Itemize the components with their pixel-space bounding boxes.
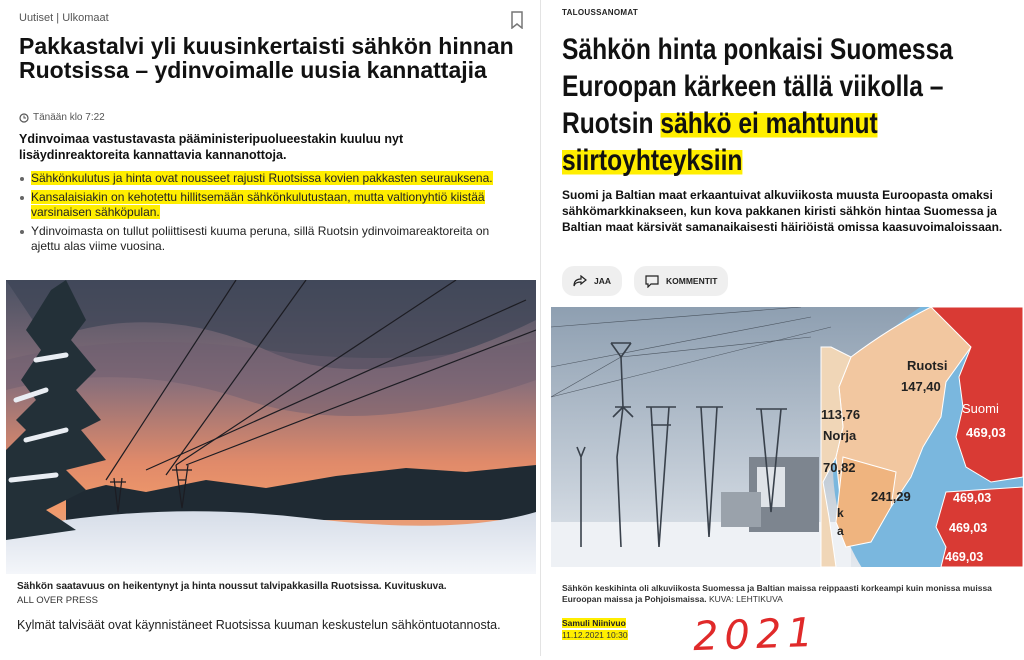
- map-edge-letter: k: [837, 506, 844, 520]
- photo-caption: [562, 583, 1012, 605]
- map-value-baltic-2: 469,03: [949, 521, 988, 535]
- summary-item-text: Kansalaisiakin on kehotettu hillitsemään sähkönkulutustaan, mutta valtionyhtiö kiistää varsinaisen sähköpulan.: [31, 189, 485, 219]
- summary-item: [19, 190, 514, 221]
- lead-paragraph: Suomi ja Baltian maat erkaantuivat alkuviikosta muusta Euroopasta omaksi sähkömarkkinakseen, kun kova pakkanen kiristi sähkön hintaa Suomessa ja Baltian maat kärsivät samanaikaisesti häiriöistä omissa kaasuvoimaloissaan.: [562, 188, 1003, 234]
- right-article: [549, 0, 1023, 656]
- comments-label: KOMMENTIT: [666, 276, 718, 286]
- publish-time-label: Tänään klo 7:22: [33, 112, 105, 123]
- title-part: Sähkön hinta ponkaisi Suomessa Euroopan kärkeen tällä viikolla – Ruotsin: [562, 33, 953, 140]
- section-label[interactable]: TALOUSSANOMAT: [562, 8, 639, 17]
- handwritten-year-annotation: 2021: [692, 609, 820, 660]
- photo-credit: KUVA: LEHTIKUVA: [708, 594, 783, 604]
- summary-item: [19, 224, 514, 255]
- page-title: [562, 31, 1013, 179]
- map-value-baltic-1: 469,03: [953, 491, 992, 505]
- share-label: JAA: [594, 276, 612, 286]
- summary-item-text: Ydinvoimasta on tullut poliittisesti kuuma peruna, sillä Ruotsin ydinvoimareaktoreita on ajettu alas viime vuosina.: [31, 223, 490, 253]
- bookmark-icon[interactable]: [510, 11, 524, 29]
- share-icon: [573, 275, 587, 287]
- publish-date: [562, 630, 628, 640]
- map-edge-letter: a: [837, 524, 844, 538]
- map-value-south-norway: 70,82: [823, 460, 856, 475]
- author-name[interactable]: [562, 618, 626, 628]
- photo-caption: Sähkön saatavuus on heikentynyt ja hinta noussut talvipakkasilla Ruotsissa. Kuvituskuva.: [17, 581, 447, 592]
- title-highlight: sähkö ei mahtunut siirtoyhteyksiin: [562, 107, 878, 177]
- map-value-baltic-3: 469,03: [945, 550, 984, 564]
- body-paragraph: Kylmät talvisäät ovat käynnistäneet Ruotsissa kuuman keskustelun sähköntuotannosta.: [17, 618, 501, 632]
- article-photo[interactable]: [6, 280, 536, 574]
- left-article: [6, 0, 541, 656]
- summary-list: [19, 171, 514, 258]
- map-value-suomi: 469,03: [966, 425, 1006, 440]
- share-button[interactable]: [562, 266, 622, 296]
- breadcrumb[interactable]: Uutiset | Ulkomaat: [19, 12, 109, 24]
- author-name-text: Samuli Niinivuo: [562, 618, 626, 628]
- map-value-south-sweden: 241,29: [871, 489, 911, 504]
- comment-icon: [645, 275, 659, 288]
- summary-item: [19, 171, 514, 187]
- photo-caption-text: Sähkön keskihinta oli alkuviikosta Suomessa ja Baltian maissa reippaasti korkeampi kuin monissa muissa Euroopan maissa ja Pohjoismaissa.: [562, 583, 992, 604]
- map-value-ruotsi: 147,40: [901, 379, 941, 394]
- publish-date-text: 11.12.2021 10:30: [562, 630, 628, 640]
- article-photo[interactable]: [551, 307, 1023, 567]
- comments-button[interactable]: [634, 266, 728, 296]
- publish-time: [19, 112, 105, 123]
- lead-paragraph: Ydinvoimaa vastustavasta pääministeripuolueestakin kuuluu nyt lisäydinreaktoreita kannattavia kannanottoja.: [19, 132, 404, 162]
- map-value-norja: 113,76: [821, 407, 861, 422]
- map-label-norja: Norja: [823, 428, 857, 443]
- clock-icon: [19, 113, 29, 123]
- page-title: Pakkastalvi yli kuusinkertaisti sähkön hinnan Ruotsissa – ydinvoimalle uusia kannattajia: [19, 33, 514, 83]
- map-label-ruotsi: Ruotsi: [907, 358, 948, 373]
- map-label-suomi: Suomi: [962, 401, 999, 416]
- summary-item-text: Sähkönkulutus ja hinta ovat nousseet rajusti Ruotsissa kovien pakkasten seurauksena.: [31, 171, 493, 185]
- photo-credit: ALL OVER PRESS: [17, 595, 98, 606]
